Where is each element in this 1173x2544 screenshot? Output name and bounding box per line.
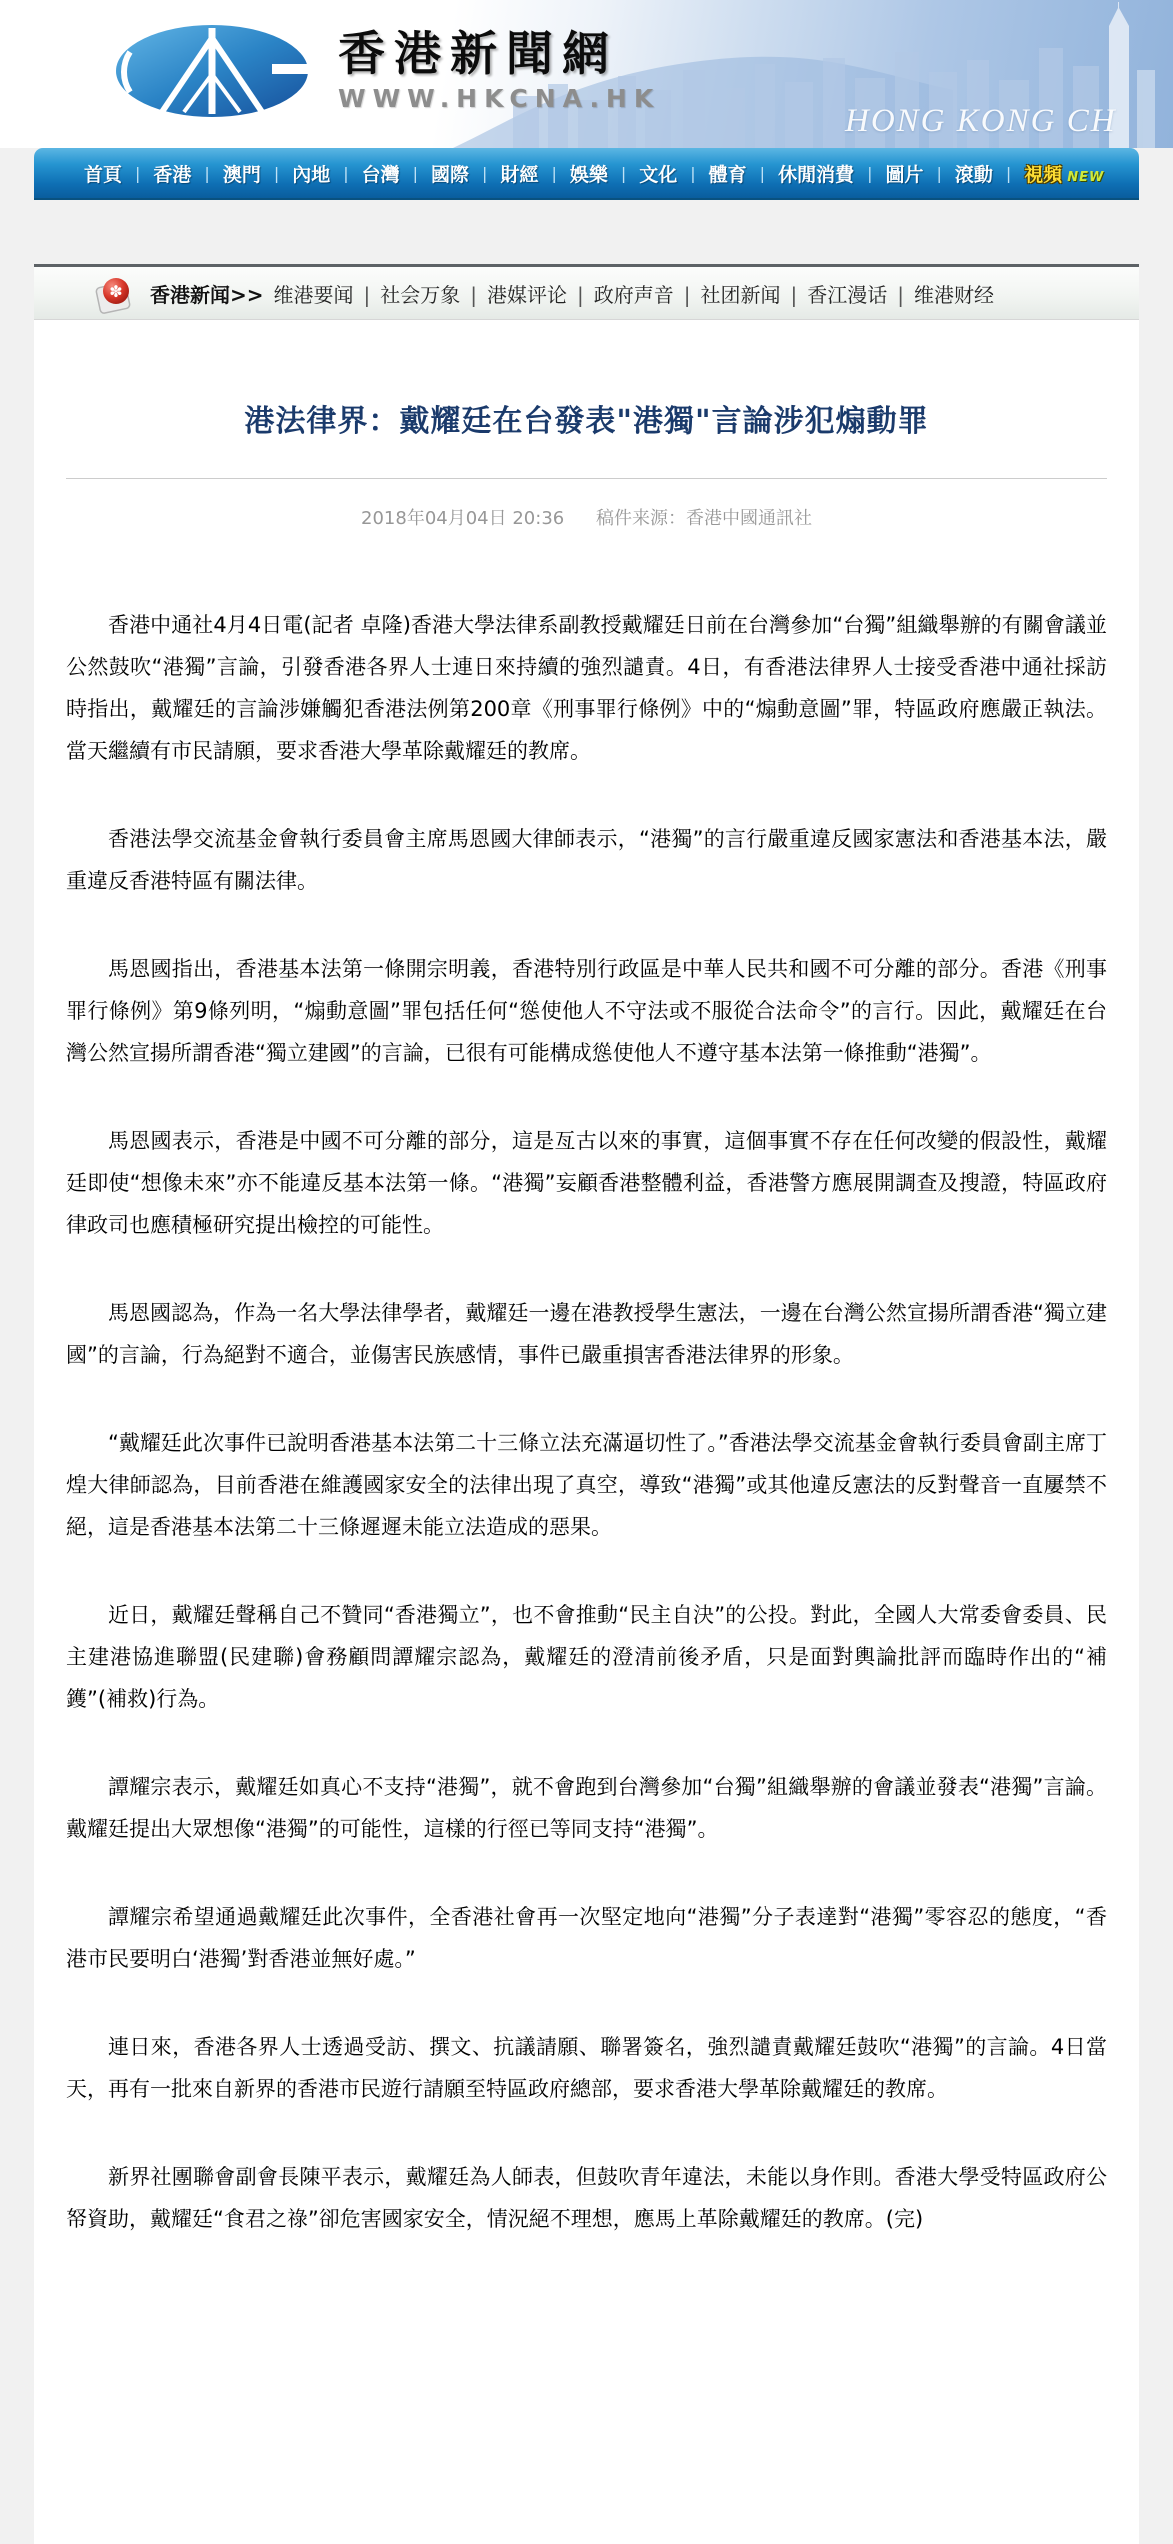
breadcrumb-link[interactable]: 维港财经 [914,282,995,307]
nav-separator: | [482,163,488,183]
nav-item-video[interactable]: 視頻 NEW [1024,163,1105,186]
nav-separator: | [204,163,210,183]
article-paragraph: 譚耀宗希望通過戴耀廷此次事件，全香港社會再一次堅定地向“港獨”分子表達對“港獨”零容忍的態度，“香港市民要明白‘港獨’對香港並無好處。” [66,1905,1107,1971]
breadcrumb-link[interactable]: 社会万象 [380,282,461,307]
breadcrumb-separator: | [683,282,691,307]
article-paragraph: 香港法學交流基金會執行委員會主席馬恩國大律師表示，“港獨”的言行嚴重違反國家憲法和香港基本法，嚴重違反香港特區有關法律。 [66,827,1107,893]
new-badge: NEW [1067,169,1105,185]
nav-item[interactable]: 首頁 [84,163,123,186]
article-paragraph: “戴耀廷此次事件已說明香港基本法第二十三條立法充滿逼切性了。”香港法學交流基金會執行委員會副主席丁煌大律師認為，目前香港在維護國家安全的法律出現了真空，導致“港獨”或其他違反憲法的反對聲音一直屢禁不絕，這是香港基本法第二十三條遲遲未能立法造成的惡果。 [66,1431,1107,1539]
site-url: WWW.HKCNA.HK [338,84,661,114]
nav-item[interactable]: 國際 [431,163,470,186]
nav-separator: | [620,163,627,183]
article-paragraph: 譚耀宗表示，戴耀廷如真心不支持“港獨”，就不會跑到台灣參加“台獨”組織舉辦的會議並發表“港獨”言論。戴耀廷提出大眾想像“港獨”的可能性，這樣的行徑已等同支持“港獨”。 [66,1775,1107,1841]
nav-separator: | [936,163,942,183]
breadcrumb-separator: | [897,282,905,307]
nav-separator: | [135,163,141,183]
nav-separator: | [412,163,419,183]
breadcrumb-link[interactable]: 港媒评论 [487,282,568,307]
spacer [0,200,1173,264]
breadcrumb-link[interactable]: 维港要闻 [273,282,354,307]
nav-separator: | [759,163,766,183]
nav-item[interactable]: 澳門 [222,163,261,186]
breadcrumb-link[interactable]: 社团新闻 [700,282,781,307]
nav-separator: | [690,163,696,183]
article-paragraph: 連日來，香港各界人士透過受訪、撰文、抗議請願、聯署簽名，強烈譴責戴耀廷鼓吹“港獨”的言論。4日當天，再有一批來自新界的香港市民遊行請願至特區政府總部，要求香港大學革除戴耀廷的教席。 [66,2035,1107,2101]
breadcrumb-separator: | [470,282,478,307]
article-paragraph: 馬恩國指出，香港基本法第一條開宗明義，香港特別行政區是中華人民共和國不可分離的部分。香港《刑事罪行條例》第9條列明，“煽動意圖”罪包括任何“慫使他人不守法或不服從合法命令”的言行。因此，戴耀廷在台灣公然宣揚所謂香港“獨立建國”的言論，已很有可能構成慫使他人不遵守基本法第一條推動“港獨”。 [66,957,1107,1065]
breadcrumb-link[interactable]: 政府声音 [593,282,674,307]
nav-item[interactable]: 體育 [708,163,747,186]
breadcrumb-separator: | [577,282,584,307]
article-body [66,604,1107,2240]
article-paragraph: 新界社團聯會副會長陳平表示，戴耀廷為人師表，但鼓吹青年違法，未能以身作則。香港大學受特區政府公帑資助，戴耀廷“食君之祿”卻危害國家安全，情況絕不理想，應馬上革除戴耀廷的教席。(完) [66,2165,1107,2231]
site-header [0,0,1173,148]
nav-separator: | [273,163,280,183]
article-meta [66,504,1107,530]
brand [112,22,660,120]
article-source: 稿件来源：香港中國通訊社 [595,508,812,529]
content-box [34,264,1139,2544]
nav-item[interactable]: 香港 [153,163,192,186]
nav-item[interactable]: 財經 [500,163,539,186]
nav-item[interactable]: 內地 [292,163,331,186]
article-date: 2018年04月04日 20:36 [361,508,565,529]
brand-text [338,26,661,114]
nav-item[interactable]: 娛樂 [569,163,608,186]
nav-separator: | [551,163,557,183]
nav-item[interactable]: 文化 [639,163,678,186]
skyline-caption: HONG KONG CH [845,103,1117,139]
nav-item[interactable]: 台灣 [361,163,400,186]
article-paragraph: 近日，戴耀廷聲稱自己不贊同“香港獨立”，也不會推動“民主自決”的公投。對此，全國人大常委會委員、民主建港協進聯盟(民建聯)會務顧問譚耀宗認為，戴耀廷的澄清前後矛盾，只是面對輿論批評而臨時作出的“補鑊”(補救)行為。 [66,1603,1107,1711]
nav-separator: | [867,163,873,183]
breadcrumb [34,267,1139,320]
nav-item[interactable]: 圖片 [885,163,924,186]
svg-text:✽: ✽ [109,282,123,301]
nav-item[interactable]: 休閒消費 [778,163,855,186]
article-paragraph: 馬恩國認為，作為一名大學法律學者，戴耀廷一邊在港教授學生憲法，一邊在台灣公然宣揚所謂香港“獨立建國”的言論，行為絕對不適合，並傷害民族感情，事件已嚴重損害香港法律界的形象。 [66,1301,1107,1367]
breadcrumb-separator: | [363,282,371,307]
hk-bauhinia-news-icon [92,271,136,315]
main-nav [34,148,1139,200]
breadcrumb-separator: | [790,282,798,307]
article-paragraph: 香港中通社4月4日電(記者 卓隆)香港大學法律系副教授戴耀廷日前在台灣參加“台獨”組織舉辦的有關會議並公然鼓吹“港獨”言論，引發香港各界人士連日來持續的強烈譴責。4日，有香港法律界人士接受香港中通社採訪時指出，戴耀廷的言論涉嫌觸犯香港法例第200章《刑事罪行條例》中的“煽動意圖”罪，特區政府應嚴正執法。當天繼續有市民請願，要求香港大學革除戴耀廷的教席。 [66,613,1107,763]
article-title: 港法律界：戴耀廷在台發表"港獨"言論涉犯煽動罪 [244,404,929,439]
site-logo[interactable] [112,22,312,120]
breadcrumb-link[interactable]: 香江漫话 [807,282,888,307]
breadcrumb-links [274,279,995,308]
article-paragraph: 馬恩國表示，香港是中國不可分離的部分，這是亙古以來的事實，這個事實不存在任何改變的假設性，戴耀廷即使“想像未來”亦不能違反基本法第一條。“港獨”妄顧香港整體利益，香港警方應展開調查及搜證，特區政府律政司也應積極研究提出檢控的可能性。 [66,1129,1107,1237]
nav-item[interactable]: 滾動 [954,163,993,186]
site-title: 香港新聞網 [338,26,618,82]
title-divider [66,478,1107,479]
nav-separator: | [1005,163,1012,183]
article [34,320,1139,2346]
breadcrumb-section[interactable]: 香港新闻>> [150,282,264,307]
nav-separator: | [343,163,349,183]
